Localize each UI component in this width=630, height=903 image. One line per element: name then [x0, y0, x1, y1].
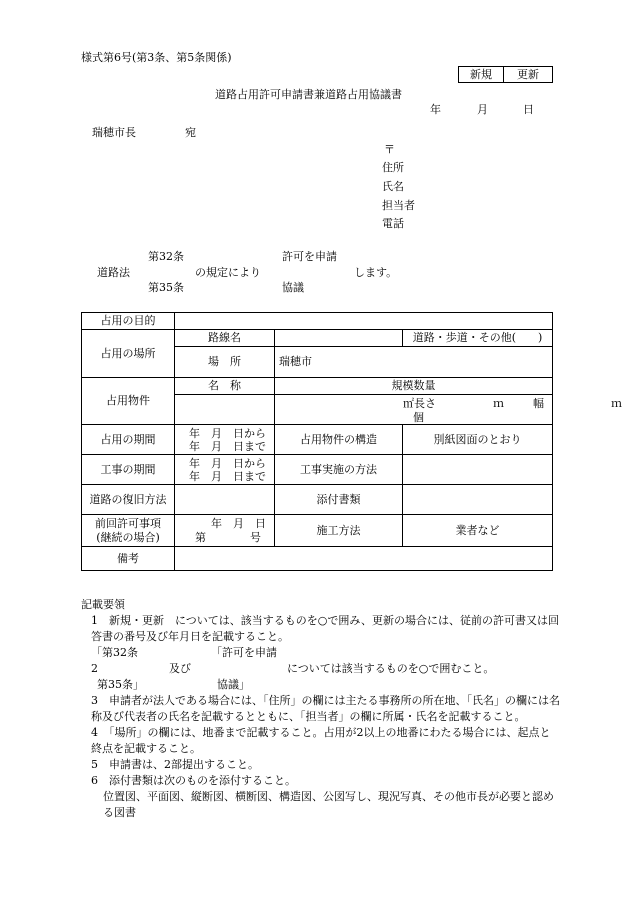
route-name-label: 路線名: [175, 330, 275, 347]
work-to: 年 月 日まで: [189, 469, 266, 483]
article-35[interactable]: 第35条: [148, 281, 184, 294]
structure-label: 占用物件の構造: [275, 425, 403, 455]
pieces-unit: 個: [413, 411, 424, 424]
form-number: 様式第6号(第3条、第5条関係): [81, 51, 232, 64]
phone-label: 電話: [382, 217, 404, 230]
contact-label: 担当者: [382, 199, 415, 212]
name-label: 氏名: [382, 180, 404, 193]
location-field[interactable]: [275, 347, 553, 378]
scale-label: 規模数量: [275, 378, 553, 395]
note-5: 5 申請書は、2部提出すること。: [91, 758, 259, 771]
previous-permit-field[interactable]: [175, 515, 275, 547]
road-law: 道路法: [97, 266, 130, 279]
work-period-label: 工事の期間: [82, 455, 175, 485]
article-32[interactable]: 第32条: [148, 250, 184, 263]
work-method-label: 工事実施の方法: [275, 455, 403, 485]
previous-permit-label: [82, 515, 175, 547]
note-2-and: 及び: [169, 662, 191, 675]
attachments-field[interactable]: [403, 485, 553, 515]
note-2-consult: 協議」: [217, 678, 250, 691]
contractor-label: 業者など: [403, 515, 553, 547]
period-from: 年 月 日から: [189, 426, 266, 440]
note-6-list: 位置図、平面図、縦断図、横断図、構造図、公図写し、現況写真、その他市長が必要と認める図書: [103, 790, 554, 819]
consult-text[interactable]: 協議: [282, 281, 304, 294]
route-name-field[interactable]: [275, 330, 403, 347]
note-2-art32: 「第32条: [91, 646, 138, 659]
remarks-field[interactable]: [175, 547, 553, 571]
work-period-field[interactable]: [175, 455, 275, 485]
restoration-field[interactable]: [175, 485, 275, 515]
date-year: 年: [430, 103, 441, 116]
document-title: 道路占用許可申請書兼道路占用協議書: [215, 88, 402, 101]
previous-number: 第 号: [195, 530, 261, 544]
application-table: [81, 312, 622, 571]
date-month: 月: [477, 103, 488, 116]
note-2: [81, 645, 561, 693]
separate-drawing: 別紙図面のとおり: [403, 425, 553, 455]
location-label: 場 所: [175, 347, 275, 378]
object-name-label: 名 称: [175, 378, 275, 395]
addressee-suffix: 宛: [185, 126, 196, 139]
purpose-field[interactable]: [175, 313, 553, 330]
attachments-label: 添付書類: [275, 485, 403, 515]
note-2-permit: 「許可を申請: [211, 646, 277, 659]
address-label: 住所: [382, 161, 404, 174]
note-6: 6 添付書類は次のものを添付すること。: [91, 774, 296, 787]
m-unit-1: ｍ: [493, 397, 504, 410]
object-name-field[interactable]: [175, 395, 275, 425]
work-from: 年 月 日から: [189, 456, 266, 470]
occupancy-period-field[interactable]: [175, 425, 275, 455]
previous-permit-text: 前回許可事項: [95, 516, 161, 530]
restoration-label: 道路の復旧方法: [82, 485, 175, 515]
postal-mark: 〒: [384, 143, 395, 156]
width-label: 幅: [533, 397, 544, 410]
type-new[interactable]: 新規: [459, 67, 504, 82]
place-label: 占用の場所: [82, 330, 175, 378]
note-2-art35: 第35条」: [97, 678, 144, 691]
object-label: 占用物件: [82, 378, 175, 425]
instructions: [81, 597, 561, 821]
construction-label: 施工方法: [275, 515, 403, 547]
permit-request[interactable]: 許可を申請: [282, 250, 337, 263]
note-4: 4 「場所」の欄には、地番まで記載すること。占用が2以上の地番にわたる場合には、起点と終点を記載すること。: [91, 726, 551, 755]
m-unit-2: ｍ: [611, 397, 622, 410]
scale-field[interactable]: [275, 395, 622, 425]
addressee: 瑞穂市長: [92, 126, 136, 139]
note-3: 3 申請者が法人である場合には、「住所」の欄には主たる事務所の所在地、「氏名」の欄には名称及び代表者の氏名を記載するとともに、「担当者」の欄に所属・氏名を記載すること。: [91, 694, 560, 723]
provision-text: の規定により: [195, 266, 261, 279]
purpose-label: 占用の目的: [82, 313, 175, 330]
suru-text: します。: [354, 266, 398, 279]
city-name: 瑞穂市: [279, 355, 312, 369]
work-method-field[interactable]: [403, 455, 553, 485]
note-2-text: については該当するものを○で囲むこと。: [287, 662, 495, 675]
period-to: 年 月 日まで: [189, 439, 266, 453]
continuation-text: (継続の場合): [96, 530, 160, 544]
road-type-field[interactable]: 道路・歩道・その他( ): [403, 330, 553, 347]
type-renew[interactable]: 更新: [517, 68, 539, 81]
note-2-number: 2: [91, 662, 98, 675]
new-renew-box: [458, 66, 553, 83]
occupancy-period-label: 占用の期間: [82, 425, 175, 455]
previous-date: 年 月 日: [211, 516, 266, 530]
m2-length: ㎡長さ: [403, 397, 436, 410]
note-1: 1 新規・更新 については、該当するものを○で囲み、更新の場合には、従前の許可書又は回答書の番号及び年月日を記載すること。: [91, 614, 560, 643]
date-day: 日: [523, 103, 534, 116]
remarks-label: 備考: [82, 547, 175, 571]
instructions-heading: 記載要領: [81, 598, 125, 611]
